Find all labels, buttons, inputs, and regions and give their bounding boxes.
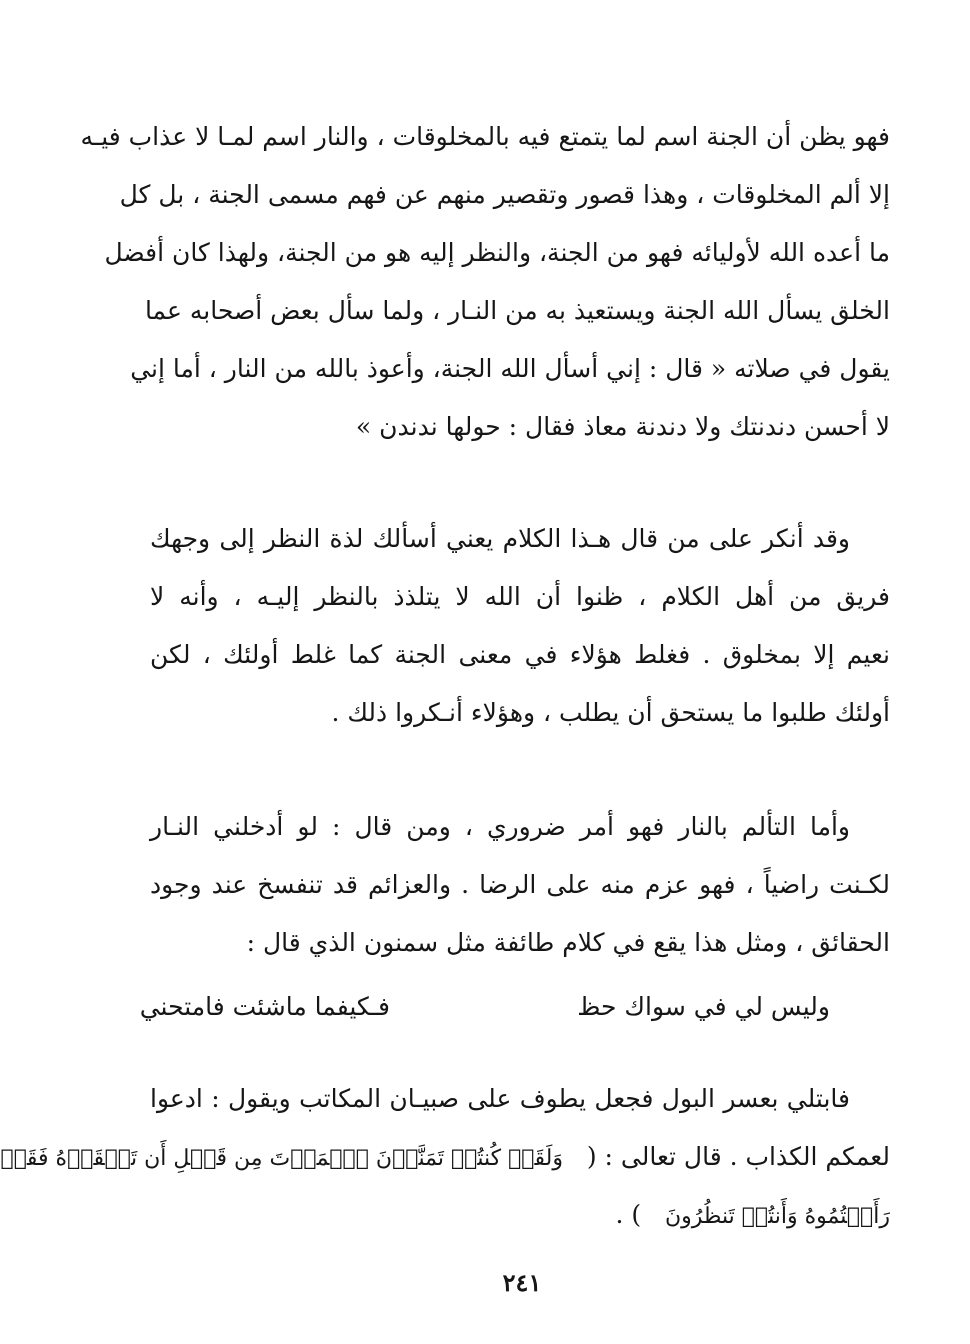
text-line: لا أحسن دندنتك ولا دندنة معاذ فقال : حولها ندندن » (355, 412, 890, 441)
paragraph-4 (0, 1070, 890, 1244)
text-line: وأما التألم بالنار فهو أمر ضروري ، ومن قال : لو أدخلني النـار (150, 812, 850, 841)
text-line: الخلق يسأل الله الجنة ويستعيذ به من النـار ، ولما سأل بعض أصحابه عما (144, 296, 890, 325)
poetry-verse (139, 978, 890, 1036)
text-line-with-quran (150, 1186, 890, 1244)
text-line: أولئك طلبوا ما يستحق أن يطلب ، وهؤلاء أنـكروا ذلك . (331, 698, 890, 727)
quran-verse: وَلَقَدۡ كُنتُمۡ تَمَنَّوۡنَ ٱلۡمَوۡتَ مِن قَبۡلِ أَن تَلۡقَوۡهُ فَقَدۡ (0, 1146, 563, 1171)
verse-second-hemistich: فـكيفما ماشئت فامتحني (139, 992, 390, 1021)
text-line: يقول في صلاته « قال : إني أسأل الله الجنة، وأعوذ بالله من النار ، أما إني (130, 354, 890, 383)
text-line: فابتلي بعسر البول فجعل يطوف على صبيـان المكاتب ويقول : ادعوا (150, 1084, 850, 1113)
paragraph-3 (150, 798, 890, 972)
text-line: ما أعده الله لأوليائه فهو من الجنة، والنظر إليه هو من الجنة، ولهذا كان أفضل (104, 238, 890, 267)
text-line: فريق من أهل الكلام ، ظنوا أن الله لا يتلذذ بالنظر إليـه ، وأنه لا (150, 582, 890, 611)
text-line: لكـنت راضياً ، فهو عزم منه على الرضا . والعزائم قد تنفسخ عند وجود (150, 870, 890, 899)
text-line: إلا ألم المخلوقات ، وهذا قصور وتقصير منهم عن فهم مسمى الجنة ، بل كل (119, 180, 890, 209)
text-line: وقد أنكر على من قال هـذا الكلام يعني أسألك لذة النظر إلى وجهك (150, 524, 850, 553)
paragraph-2 (150, 510, 890, 742)
text-line: نعيم إلا بمخلوق . فغلط هؤلاء في معنى الجنة كما غلط أولئك ، لكن (150, 640, 890, 669)
text-line-with-quran (0, 1128, 890, 1186)
verse-first-hemistich: وليس لي في سواك حظ (577, 992, 830, 1021)
closing-text: لعمكم الكذاب . قال تعالى : ( (586, 1142, 890, 1171)
paragraph-1 (80, 108, 890, 456)
quran-verse: رَأَيۡتُمُوهُ وَأَنتُمۡ تَنظُرُونَ (664, 1204, 890, 1229)
page-number: ٢٤١ (502, 1268, 542, 1297)
text-line: الحقائق ، ومثل هذا يقع في كلام طائفة مثل سمنون الذي قال : (246, 928, 890, 957)
closing-bracket: ) . (615, 1200, 642, 1229)
text-line: فهو يظن أن الجنة اسم لما يتمتع فيه بالمخلوقات ، والنار اسم لمـا لا عذاب فيـه (80, 122, 890, 151)
